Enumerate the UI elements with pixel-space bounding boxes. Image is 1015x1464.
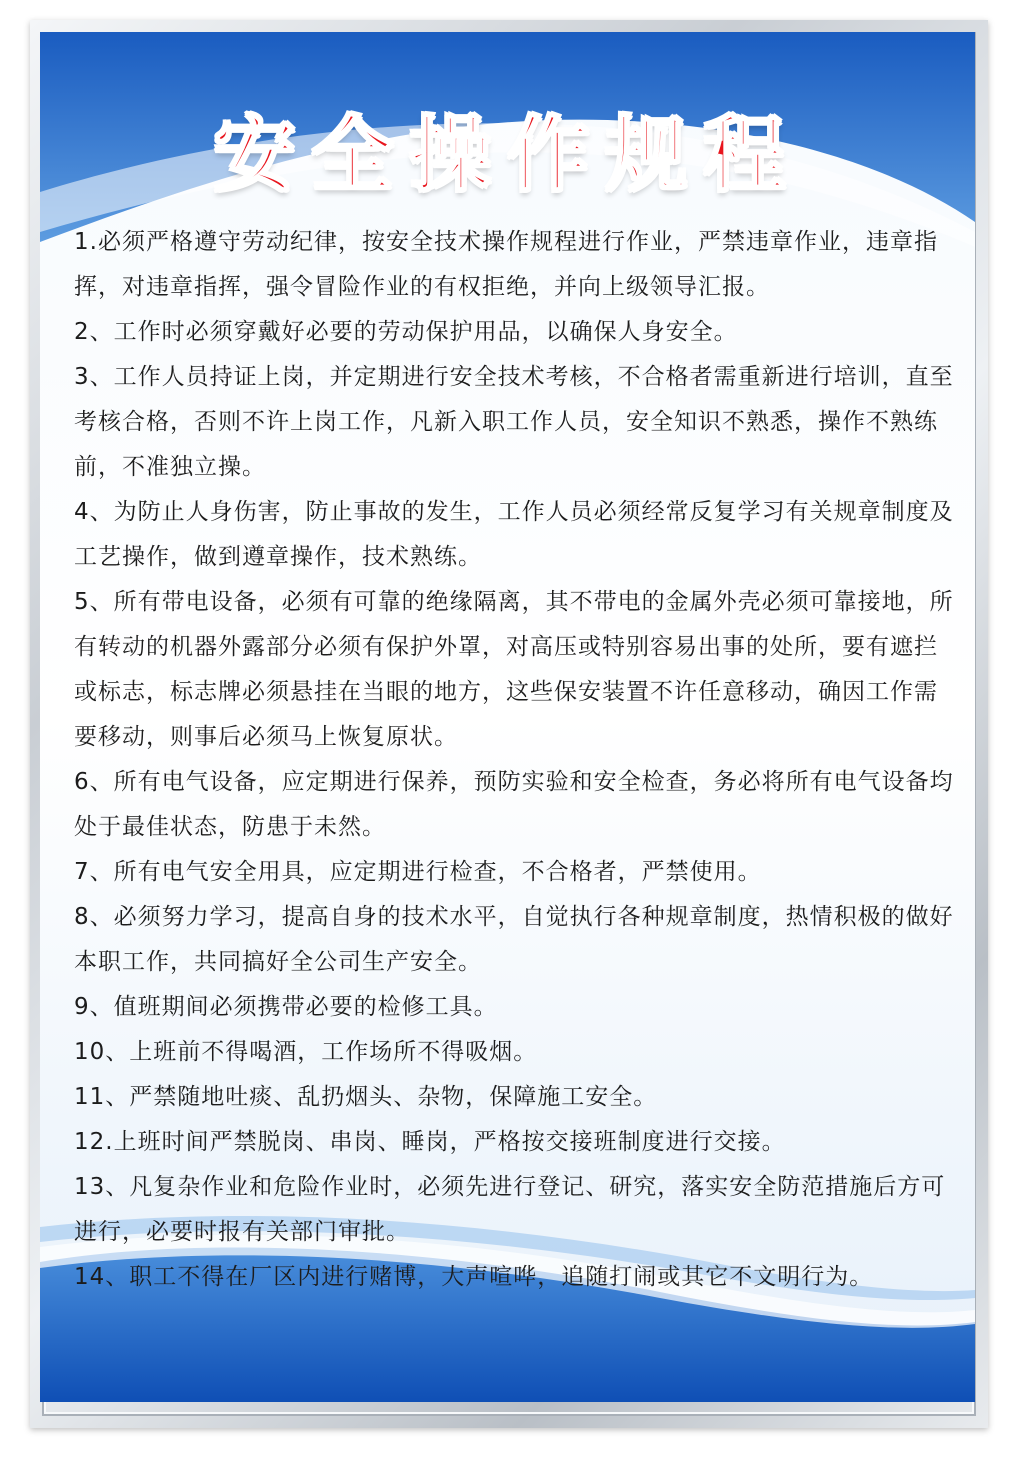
rule-item: 13、凡复杂作业和危险作业时，必须先进行登记、研究，落实安全防范措施后方可进行，必要时报有关部门审批。 [74, 1174, 946, 1245]
rule-item: 9、值班期间必须携带必要的检修工具。 [74, 994, 498, 1020]
rule-item: 2、工作时必须穿戴好必要的劳动保护用品，以确保人身安全。 [74, 319, 738, 345]
rule-item: 6、所有电气设备，应定期进行保养，预防实验和安全检查，务必将所有电气设备均处于最佳状态，防患于未然。 [74, 769, 954, 840]
rule-item: 3、工作人员持证上岗，并定期进行安全技术考核，不合格者需重新进行培训，直至考核合格，否则不许上岗工作，凡新入职工作人员，安全知识不熟悉，操作不熟练前，不准独立操。 [74, 364, 954, 480]
rule-item: 14、职工不得在厂区内进行赌博，大声喧哗，追随打闹或其它不文明行为。 [74, 1264, 874, 1290]
sign-title: 安全操作规程 [213, 108, 802, 203]
rule-item: 5、所有带电设备，必须有可靠的绝缘隔离，其不带电的金属外壳必须可靠接地，所有转动的机器外露部分必须有保护外罩，对高压或特别容易出事的处所，要有遮拦或标志，标志牌必须悬挂在当眼的地方，这些保安装置不许任意移动，确因工作需要移动，则事后必须马上恢复原状。 [74, 589, 954, 750]
rule-item: 12.上班时间严禁脱岗、串岗、睡岗，严格按交接班制度进行交接。 [74, 1129, 786, 1155]
rule-item: 8、必须努力学习，提高自身的技术水平，自觉执行各种规章制度，热情积极的做好本职工作，共同搞好全公司生产安全。 [74, 904, 954, 975]
rule-item: 10、上班前不得喝酒，工作场所不得吸烟。 [74, 1039, 538, 1065]
rule-item: 11、严禁随地吐痰、乱扔烟头、杂物，保障施工安全。 [74, 1084, 658, 1110]
rule-item: 1.必须严格遵守劳动纪律，按安全技术操作规程进行作业，严禁违章作业，违章指挥，对违章指挥，强令冒险作业的有权拒绝，并向上级领导汇报。 [74, 229, 938, 300]
rules-list [74, 220, 954, 1300]
rule-item: 7、所有电气安全用具，应定期进行检查，不合格者，严禁使用。 [74, 859, 762, 885]
rule-item: 4、为防止人身伤害，防止事故的发生，工作人员必须经常反复学习有关规章制度及工艺操作，做到遵章操作，技术熟练。 [74, 499, 954, 570]
sign-panel [40, 32, 975, 1402]
